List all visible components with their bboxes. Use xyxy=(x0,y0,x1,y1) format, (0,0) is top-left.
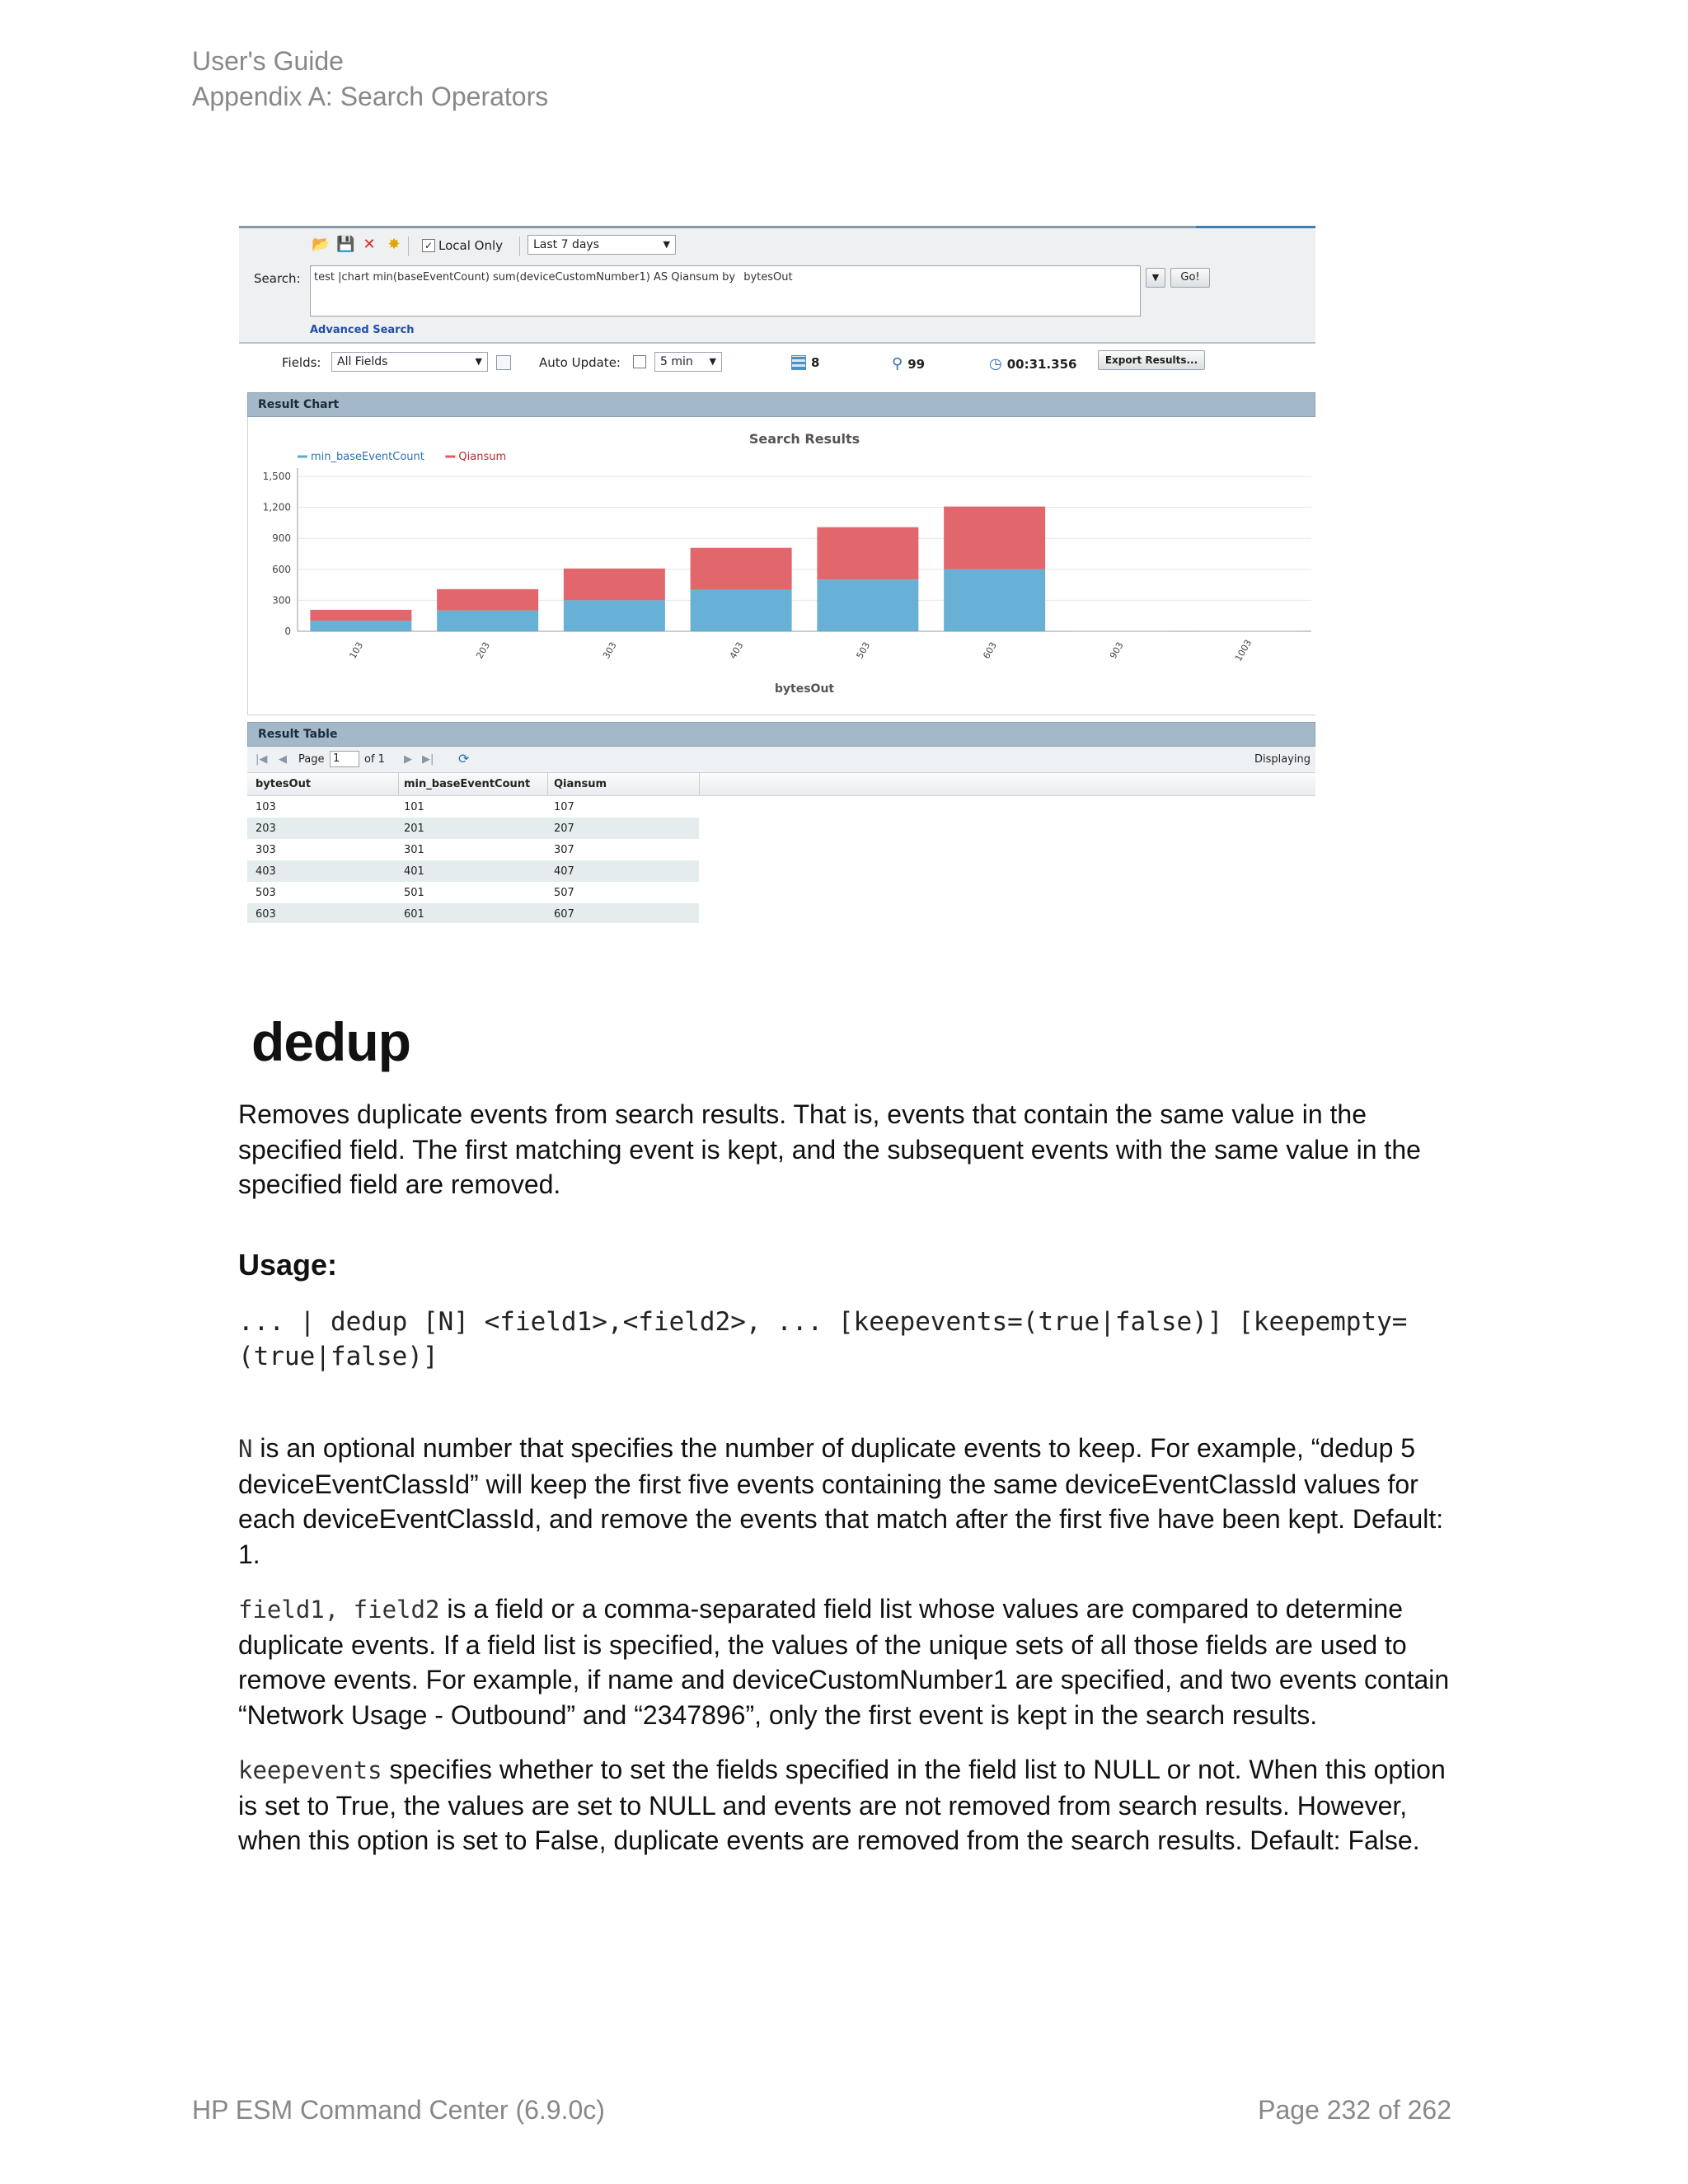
table-header-row xyxy=(247,773,1315,796)
table-pager xyxy=(247,747,1315,773)
column-divider xyxy=(398,773,399,796)
auto-update-checkbox[interactable] xyxy=(633,355,646,368)
x-tick-label: 903 xyxy=(1107,640,1126,661)
fields-select[interactable] xyxy=(331,352,488,372)
section-title: dedup xyxy=(251,1011,410,1072)
result-chart-header: Result Chart xyxy=(247,392,1315,417)
auto-update-interval-select[interactable] xyxy=(654,352,722,372)
x-tick-label: 103 xyxy=(347,640,366,661)
footer-page-number: Page 232 of 262 xyxy=(1258,2095,1451,2125)
param-n-description: is an optional number that specifies the number of duplicate events to keep. For example, “dedup 5 deviceEventClassId” will keep the first five events containing the same deviceEventClassId values for each deviceEventClassId, and remove the events that match after the first five have been kept. Default: 1. xyxy=(238,1433,1444,1569)
header-guide-title: User's Guide xyxy=(192,46,344,76)
clock-icon: ◷ xyxy=(989,355,1002,373)
go-button[interactable]: Go! xyxy=(1170,268,1210,288)
page-label: Page xyxy=(298,753,325,766)
local-only-checkbox[interactable]: ✓ xyxy=(422,239,435,252)
y-tick-label: 1,200 xyxy=(262,501,291,513)
y-tick-label: 600 xyxy=(272,563,291,575)
cell-min-baseeventcount: 101 xyxy=(404,801,424,813)
search-panel xyxy=(239,228,1315,344)
y-tick-label: 1,500 xyxy=(262,471,291,482)
table-row[interactable] xyxy=(247,903,699,923)
fields-row xyxy=(239,345,1315,382)
table-row[interactable] xyxy=(247,796,699,818)
fields-label: Fields: xyxy=(282,355,321,370)
auto-update-value: 5 min xyxy=(660,355,693,368)
bar-qiansum xyxy=(1198,630,1299,631)
usage-code: ... | dedup [N] <field1>,<field2>, ... [keepevents=(true|false)] [keepempty=(true|false)] xyxy=(238,1307,1408,1371)
table-row[interactable] xyxy=(247,818,699,839)
column-header[interactable]: Qiansum xyxy=(554,778,607,790)
hit-count-stat xyxy=(892,355,925,373)
clear-icon[interactable]: ✸ xyxy=(387,236,401,253)
bar-qiansum xyxy=(1071,630,1172,631)
auto-update-label: Auto Update: xyxy=(539,355,621,370)
first-page-icon[interactable]: |◀ xyxy=(256,753,268,766)
param-keepevents-term: keepevents xyxy=(238,1756,382,1784)
legend-label: Qiansum xyxy=(458,451,507,463)
stacked-bar-chart xyxy=(248,417,1315,715)
delete-icon[interactable]: ✕ xyxy=(363,236,376,253)
chevron-down-icon: ▼ xyxy=(709,356,716,367)
time-range-select[interactable] xyxy=(528,235,676,255)
cell-qiansum: 607 xyxy=(554,908,574,921)
y-tick-label: 0 xyxy=(284,626,291,637)
search-query-field: bytesOut xyxy=(743,271,793,284)
usage-heading: Usage: xyxy=(238,1248,338,1282)
bar-min_baseeventcount xyxy=(691,590,792,631)
x-tick-label: 603 xyxy=(981,640,999,661)
bar-qiansum xyxy=(691,548,792,590)
bar-qiansum xyxy=(944,507,1045,569)
cell-min-baseeventcount: 301 xyxy=(404,844,424,856)
cell-qiansum: 107 xyxy=(554,801,574,813)
toolbar-separator xyxy=(519,237,520,256)
column-divider xyxy=(699,773,700,796)
cell-min-baseeventcount: 601 xyxy=(404,908,424,921)
toolbar-icons xyxy=(312,237,402,253)
search-ui-screenshot xyxy=(239,226,1315,923)
bar-min_baseeventcount xyxy=(817,579,918,631)
table-row[interactable] xyxy=(247,860,699,882)
cell-bytesout: 103 xyxy=(256,801,276,813)
cell-qiansum: 307 xyxy=(554,844,574,856)
chevron-down-icon: ▼ xyxy=(663,239,670,250)
bar-qiansum xyxy=(310,610,411,621)
elapsed-time: 00:31.356 xyxy=(1006,356,1077,372)
search-query-text: test |chart min(baseEventCount) sum(deviceCustomNumber1) AS Qiansum by xyxy=(314,271,736,284)
x-tick-label: 503 xyxy=(854,640,873,661)
open-folder-icon[interactable]: 📂 xyxy=(312,236,331,253)
x-tick-label: 203 xyxy=(474,640,492,661)
bar-min_baseeventcount xyxy=(564,600,665,631)
save-icon[interactable]: 💾 xyxy=(336,236,355,253)
local-only-toggle[interactable] xyxy=(422,238,503,253)
result-table-header: Result Table xyxy=(247,722,1315,747)
advanced-search-link[interactable]: Advanced Search xyxy=(310,324,415,336)
table-row[interactable] xyxy=(247,839,699,860)
param-n-paragraph xyxy=(238,1431,1458,1572)
refresh-icon[interactable]: ⟳ xyxy=(458,751,470,766)
export-results-button[interactable]: Export Results... xyxy=(1098,350,1205,370)
cell-min-baseeventcount: 401 xyxy=(404,865,424,878)
cell-qiansum: 207 xyxy=(554,823,574,835)
footer-product: HP ESM Command Center (6.9.0c) xyxy=(192,2095,605,2125)
table-row[interactable] xyxy=(247,882,699,903)
bar-min_baseeventcount xyxy=(437,611,538,631)
grid-icon xyxy=(791,355,806,370)
displaying-label: Displaying xyxy=(1254,753,1311,766)
cell-min-baseeventcount: 501 xyxy=(404,887,424,899)
cell-bytesout: 303 xyxy=(256,844,276,856)
param-keepevents-description: specifies whether to set the fields specified in the field list to NULL or not. When this option is set to True, the values are set to NULL and events are not removed from search results. However, when this option is set to False, duplicate events are removed from the search results. Default: False. xyxy=(238,1755,1446,1855)
chevron-down-icon: ▼ xyxy=(1151,272,1160,283)
param-field-description: is a field or a comma-separated field list whose values are compared to determine duplicate events. If a field list is specified, the values of the unique sets of all those fields are used to remove events. For example, if name and deviceCustomNumber1 are specified, and two events contain “Network Usage - Outbound” and “2347896”, only the first event is kept in the search results. xyxy=(238,1594,1450,1730)
page-number-input[interactable]: 1 xyxy=(330,751,359,767)
x-tick-label: 1003 xyxy=(1232,637,1254,663)
y-tick-label: 900 xyxy=(272,532,291,545)
next-page-icon[interactable]: ▶ xyxy=(404,753,412,766)
intro-paragraph: Removes duplicate events from search results. That is, events that contain the same value in the specified field. The first matching event is kept, and the subsequent events with the same value in the specified field are removed. xyxy=(238,1099,1421,1199)
hit-count: 99 xyxy=(907,356,926,372)
bar-qiansum xyxy=(817,527,918,580)
grid-count-stat xyxy=(791,355,819,370)
column-header[interactable]: bytesOut xyxy=(256,778,312,790)
param-n-term: N xyxy=(238,1435,253,1463)
param-field-term: field1, field2 xyxy=(238,1596,440,1624)
chart-title: Search Results xyxy=(748,431,860,447)
result-chart xyxy=(247,417,1315,715)
y-tick-label: 300 xyxy=(272,594,291,607)
page-of-label: of 1 xyxy=(364,753,385,766)
legend-label: min_baseEventCount xyxy=(311,451,424,463)
cell-min-baseeventcount: 201 xyxy=(404,823,424,835)
local-only-label: Local Only xyxy=(438,238,504,253)
toolbar-separator xyxy=(408,237,409,256)
header-appendix-title: Appendix A: Search Operators xyxy=(192,82,549,111)
bar-min_baseeventcount xyxy=(944,569,1045,631)
x-tick-label: 403 xyxy=(727,640,746,661)
last-page-icon[interactable]: ▶| xyxy=(422,753,434,766)
bar-min_baseeventcount xyxy=(310,621,411,631)
cell-bytesout: 603 xyxy=(256,908,276,921)
bar-qiansum xyxy=(437,589,538,611)
x-axis-label: bytesOut xyxy=(774,682,835,696)
grid-count: 8 xyxy=(811,355,820,370)
time-range-value: Last 7 days xyxy=(533,238,600,251)
cell-bytesout: 203 xyxy=(256,823,276,835)
cell-qiansum: 407 xyxy=(554,865,574,878)
search-history-button[interactable] xyxy=(1146,268,1165,288)
column-header[interactable]: min_baseEventCount xyxy=(404,778,531,790)
x-tick-label: 303 xyxy=(600,640,619,661)
cell-qiansum: 507 xyxy=(554,887,574,899)
bar-qiansum xyxy=(564,569,665,600)
prev-page-icon[interactable]: ◀ xyxy=(279,753,287,766)
field-list-icon[interactable] xyxy=(496,355,511,370)
param-field-paragraph xyxy=(238,1591,1458,1732)
fields-value: All Fields xyxy=(337,355,388,368)
cell-bytesout: 503 xyxy=(256,887,276,899)
magnifier-icon: ⚲ xyxy=(892,355,903,373)
elapsed-time-stat xyxy=(989,355,1076,373)
column-divider xyxy=(547,773,548,796)
cell-bytesout: 403 xyxy=(256,865,276,878)
search-query-input[interactable] xyxy=(310,265,1141,316)
chevron-down-icon: ▼ xyxy=(475,356,482,367)
search-label: Search: xyxy=(254,271,301,286)
param-keepevents-paragraph xyxy=(238,1752,1458,1858)
